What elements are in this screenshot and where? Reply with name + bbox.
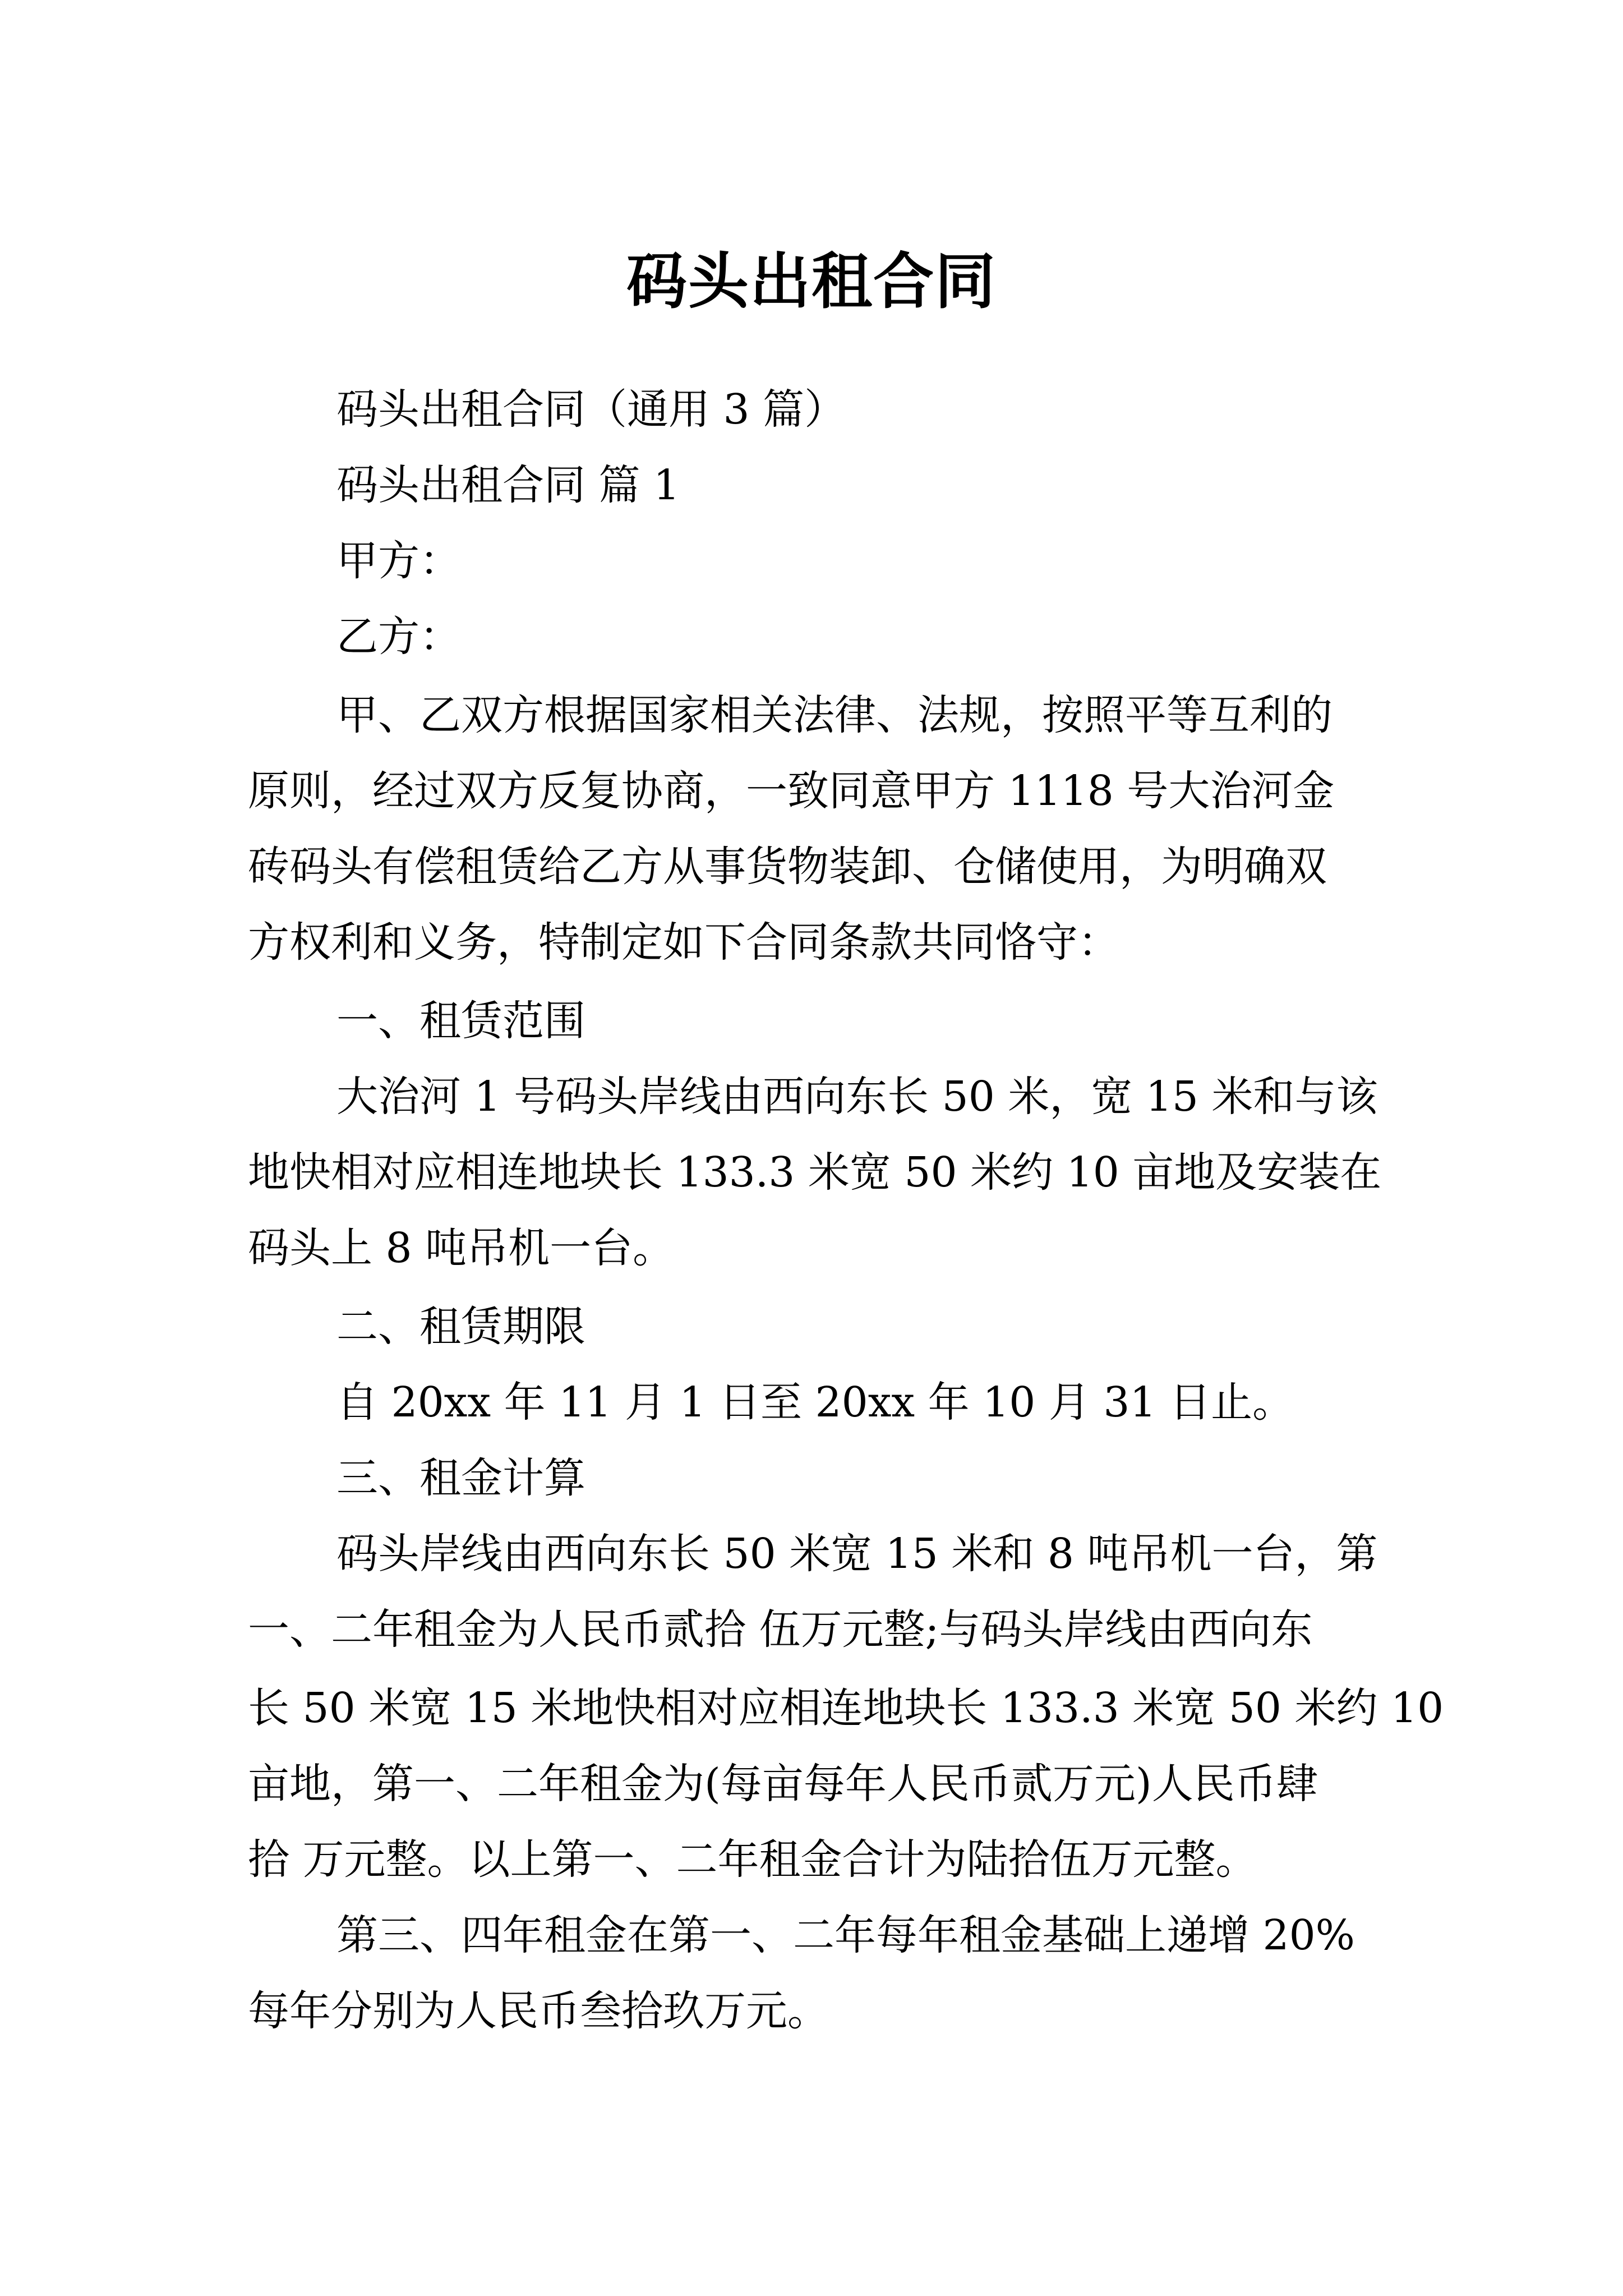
rent-paragraph-line: 长 50 米宽 15 米地快相对应相连地块长 133.3 米宽 50 米约 10 <box>248 1684 1444 1732</box>
rent-increase-paragraph-line: 第三、四年租金在第一、二年每年租金基础上递增 20% <box>336 1911 1355 1959</box>
party-a-line: 甲方： <box>336 537 461 585</box>
scope-paragraph-line: 大治河 1 号码头岸线由西向东长 50 米，宽 15 米和与该 <box>336 1073 1378 1121</box>
rent-increase-paragraph-line: 每年分别为人民币叁拾玖万元。 <box>248 1987 829 2035</box>
intro-paragraph-line: 砖码头有偿租赁给乙方从事货物装卸、仓储使用，为明确双 <box>248 843 1327 891</box>
rent-paragraph-line: 一、二年租金为人民币贰拾 伍万元整;与码头岸线由西向东 <box>248 1605 1313 1654</box>
document-title: 码头出租合同 <box>626 246 997 318</box>
subtitle-line: 码头出租合同（通用 3 篇） <box>336 385 846 434</box>
rent-paragraph-line: 亩地，第一、二年租金为(每亩每年人民币贰万元)人民币肆 <box>248 1760 1318 1808</box>
section-heading-1: 一、租赁范围 <box>336 997 585 1045</box>
scope-paragraph-line: 地快相对应相连地块长 133.3 米宽 50 米约 10 亩地及安装在 <box>248 1148 1382 1197</box>
rent-paragraph-line: 码头岸线由西向东长 50 米宽 15 米和 8 吨吊机一台，第 <box>336 1530 1378 1578</box>
rent-paragraph-line: 拾 万元整。以上第一、二年租金合计为陆拾伍万元整。 <box>248 1835 1257 1884</box>
part-heading-line: 码头出租合同 篇 1 <box>336 461 680 509</box>
term-paragraph-line: 自 20xx 年 11 月 1 日至 20xx 年 10 月 31 日止。 <box>336 1378 1294 1427</box>
intro-paragraph-line: 方权利和义务，特制定如下合同条款共同恪守： <box>248 918 1119 967</box>
intro-paragraph-line: 原则，经过双方反复协商，一致同意甲方 1118 号大治河金 <box>248 767 1335 815</box>
party-b-line: 乙方： <box>336 613 461 661</box>
intro-paragraph-line: 甲、乙双方根据国家相关法律、法规，按照平等互利的 <box>336 691 1332 739</box>
scope-paragraph-line: 码头上 8 吨吊机一台。 <box>248 1224 675 1272</box>
section-heading-2: 二、租赁期限 <box>336 1303 585 1351</box>
section-heading-3: 三、租金计算 <box>336 1454 585 1502</box>
